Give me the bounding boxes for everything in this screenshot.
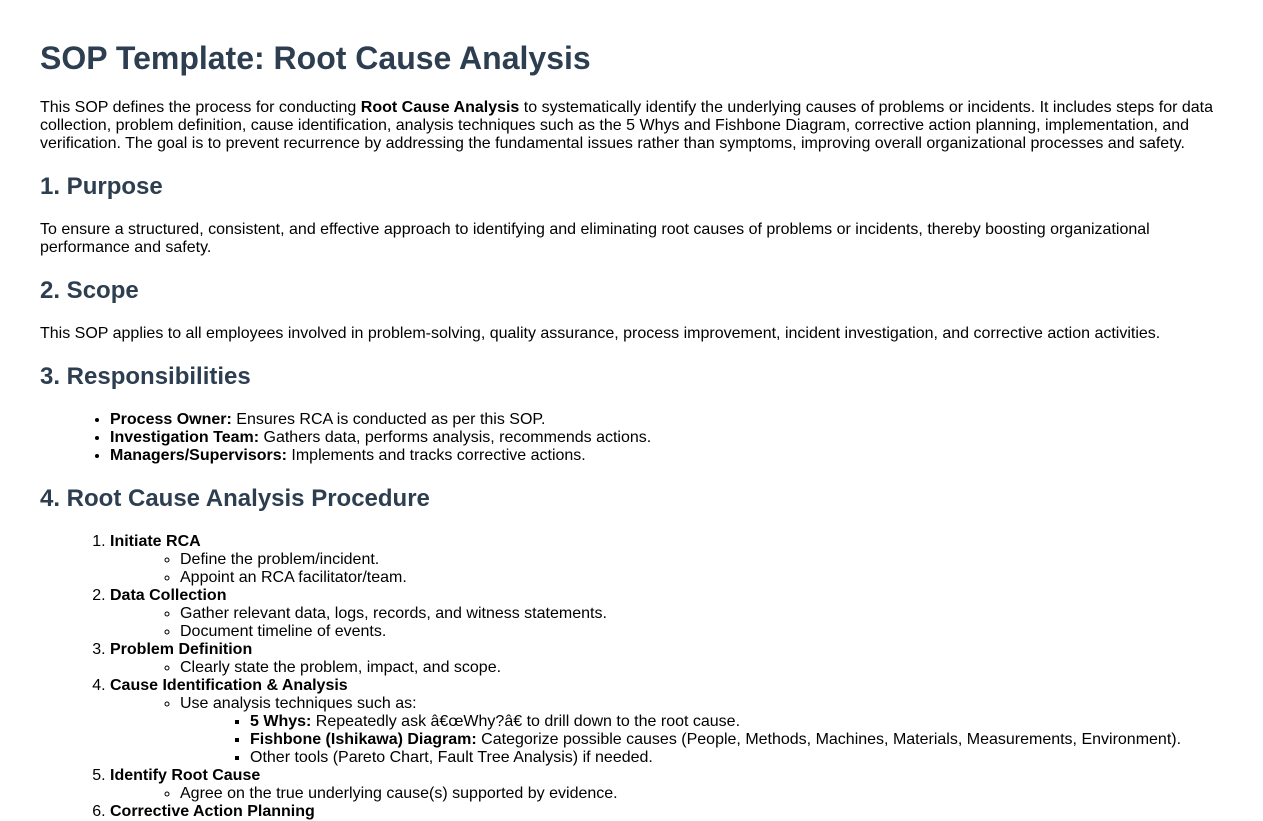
- step-title: Corrective Action Planning: [110, 803, 315, 820]
- role-label: Managers/Supervisors:: [110, 447, 287, 464]
- procedure-heading: 4. Root Cause Analysis Procedure: [40, 485, 430, 512]
- technique-description: Categorize possible causes (People, Methods, Machines, Materials, Measurements, Environment).: [476, 731, 1182, 748]
- list-item: [180, 695, 1223, 767]
- scope-heading: 2. Scope: [40, 277, 139, 304]
- step-substeps: [110, 605, 1223, 641]
- list-item: ◦ Clearly state the problem, impact, and scope.: [180, 659, 1223, 677]
- step-substeps: [110, 551, 1223, 587]
- role-description: Gathers data, performs analysis, recommends actions.: [259, 429, 652, 446]
- technique-item: [250, 713, 1223, 731]
- step-substeps: [110, 695, 1223, 767]
- step-title: Identify Root Cause: [110, 767, 261, 784]
- technique-item: [250, 749, 1223, 767]
- procedure-step: [110, 533, 1223, 587]
- intro-text-after: to systematically identify the underlying causes of problems or incidents. It includes steps for data collection, problem definition, cause identification, analysis techniques such as the 5 Whys and Fishbone Diagram, corrective action planning, implementation, and verification. The goal is to prevent recurrence by addressing the fundamental issues rather than symptoms, improving overall organizational processes and safety.: [40, 99, 1214, 152]
- intro-text-bold: Root Cause Analysis: [360, 99, 520, 116]
- intro-text-before: This SOP defines the process for conducting: [40, 99, 361, 116]
- procedure-step: [110, 677, 1223, 767]
- procedure-step: [110, 803, 1223, 821]
- step-title: Cause Identification & Analysis: [110, 677, 348, 694]
- list-item: [110, 447, 1223, 465]
- responsibilities-heading: 3. Responsibilities: [40, 363, 251, 390]
- intro-paragraph: [40, 99, 1223, 153]
- list-item: ◦ Gather relevant data, logs, records, and witness statements.: [180, 605, 1223, 623]
- technique-list: [180, 713, 1223, 767]
- sop-document: [0, 40, 1263, 821]
- scope-text: This SOP applies to all employees involved in problem-solving, quality assurance, process improvement, incident investigation, and corrective action activities.: [40, 325, 1161, 342]
- list-item: ◦ Appoint an RCA facilitator/team.: [180, 569, 1223, 587]
- responsibilities-list: [40, 411, 1223, 465]
- technique-description: Repeatedly ask â€œWhy?â€ to drill down to the root cause.: [311, 713, 741, 730]
- list-item: ◦ Define the problem/incident.: [180, 551, 1223, 569]
- technique-name: Fishbone (Ishikawa) Diagram:: [250, 731, 477, 748]
- step-substeps: [110, 785, 1223, 803]
- list-item: [110, 429, 1223, 447]
- role-label: Investigation Team:: [110, 429, 260, 446]
- technique-description: Other tools (Pareto Chart, Fault Tree Analysis) if needed.: [250, 749, 653, 766]
- purpose-text: To ensure a structured, consistent, and effective approach to identifying and eliminating root causes of problems or incidents, thereby boosting organizational performance and safety.: [40, 221, 1150, 256]
- purpose-heading: 1. Purpose: [40, 173, 163, 200]
- procedure-steps: [40, 533, 1223, 821]
- step-title: Problem Definition: [110, 641, 253, 658]
- role-description: Implements and tracks corrective actions.: [286, 447, 586, 464]
- technique-name: 5 Whys:: [250, 713, 312, 730]
- procedure-step: [110, 767, 1223, 803]
- role-description: Ensures RCA is conducted as per this SOP.: [231, 411, 546, 428]
- procedure-step: [110, 587, 1223, 641]
- list-item: ◦ Document timeline of events.: [180, 623, 1223, 641]
- substep-text: Use analysis techniques such as:: [180, 695, 417, 712]
- page-title: SOP Template: Root Cause Analysis: [40, 40, 591, 76]
- role-label: Process Owner:: [110, 411, 232, 428]
- procedure-step: [110, 641, 1223, 677]
- step-substeps: [110, 659, 1223, 677]
- step-title: Data Collection: [110, 587, 227, 604]
- list-item: [110, 411, 1223, 429]
- list-item: ◦ Agree on the true underlying cause(s) supported by evidence.: [180, 785, 1223, 803]
- step-title: Initiate RCA: [110, 533, 201, 550]
- technique-item: [250, 731, 1223, 749]
